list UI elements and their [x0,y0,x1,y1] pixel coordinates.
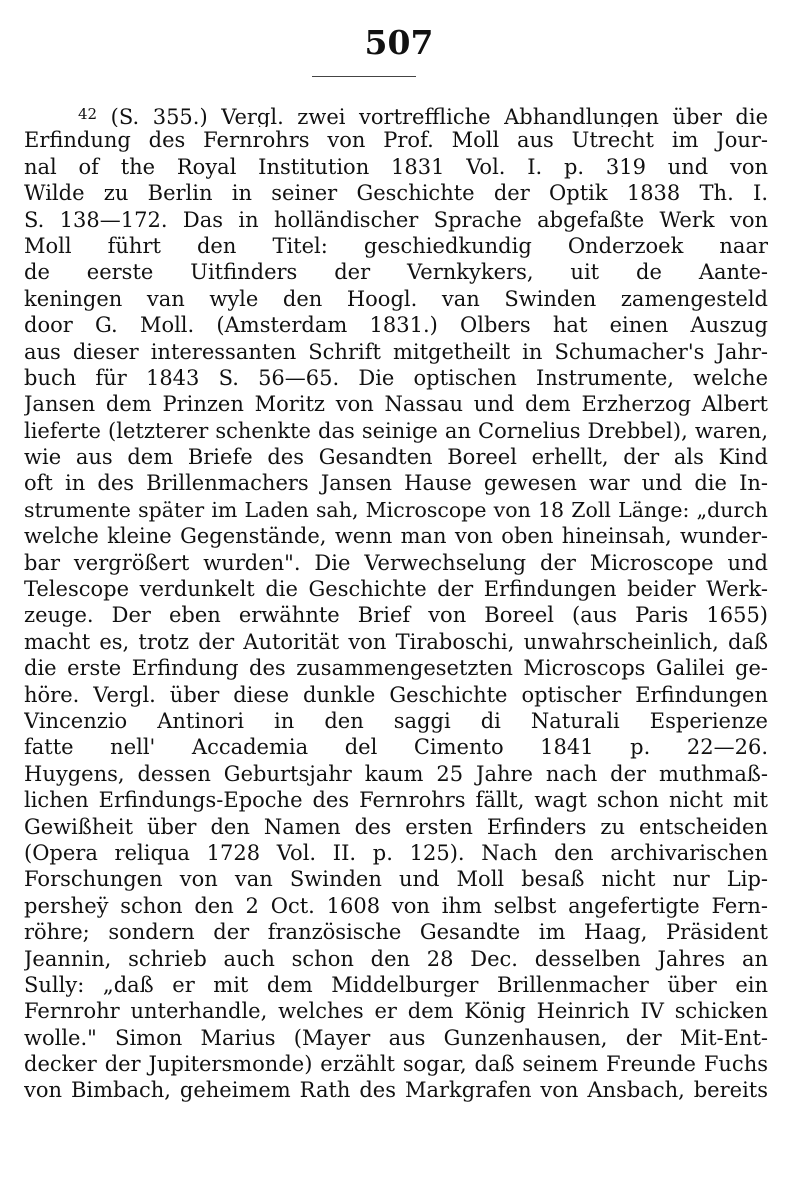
text-line: welche kleine Gegenstände, wenn man von oben hineinsah, wunder- [24,524,768,549]
text-line: door G. Moll. (Amsterdam 1831.) Olbers hat einen Auszug [24,313,768,338]
text-line: Erfindung des Fernrohrs von Prof. Moll aus Utrecht im Jour- [24,128,768,153]
text-line: keningen van wyle den Hoogl. van Swinden zamengesteld [24,286,768,311]
text-line: lichen Erfindungs-Epoche des Fernrohrs fällt, wagt schon nicht mit [24,788,768,813]
text-line: Huygens, dessen Geburtsjahr kaum 25 Jahre nach der muthmaß- [24,761,768,786]
text-line: de eerste Uitfinders der Vernkykers, uit de Aante- [24,260,768,285]
text-line: Wilde zu Berlin in seiner Geschichte der Optik 1838 Th. I. [24,181,768,206]
text-line: wie aus dem Briefe des Gesandten Boreel erhellt, der als Kind [24,445,768,470]
text-line: nal of the Royal Institution 1831 Vol. I. p. 319 und von [24,154,768,179]
text-line: oft in des Brillenmachers Jansen Hause gewesen war und die In- [24,471,768,496]
text-line: S. 138—172. Das in holländischer Sprache abgefaßte Werk von [24,207,768,232]
footnote-number: 42 [78,105,98,123]
text-line: strumente später im Laden sah, Microscope von 18 Zoll Länge: „durch [24,497,768,522]
text-line: zeuge. Der eben erwähnte Brief von Boreel (aus Paris 1655) [24,603,768,628]
text-line: decker der Jupitersmonde) erzählt sogar, daß seinem Freunde Fuchs [24,1052,768,1077]
text-line: die erste Erfindung des zusammengesetzten Microscops Galilei ge- [24,656,768,681]
text-line: buch für 1843 S. 56—65. Die optischen Instrumente, welche [24,365,768,390]
text-line: Gewißheit über den Namen des ersten Erfinders zu entscheiden [24,814,768,839]
text-line: Vincenzio Antinori in den saggi di Naturali Esperienze [24,708,768,733]
text-line: persheÿ schon den 2 Oct. 1608 von ihm selbst angefertigte Fern- [24,893,768,918]
text-line: Jansen dem Prinzen Moritz von Nassau und dem Erzherzog Albert [24,392,768,417]
text-line: Fernrohr unterhandle, welches er dem König Heinrich IV schicken [24,999,768,1024]
text-line: höre. Vergl. über diese dunkle Geschichte optischer Erfindungen [24,682,768,707]
text-line: aus dieser interessanten Schrift mitgetheilt in Schumacher's Jahr- [24,339,768,364]
header-rule [312,76,416,77]
text-line: Jeannin, schrieb auch schon den 28 Dec. desselben Jahres an [24,946,768,971]
text-line: Sully: „daß er mit dem Middelburger Brillenmacher über ein [24,972,768,997]
page-number: 507 [364,23,434,62]
text-line-content: (S. 355.) Vergl. zwei vortreffliche Abhandlungen über die [110,105,768,128]
text-line: Forschungen von van Swinden und Moll besaß nicht nur Lip- [24,867,768,892]
text-line: wolle." Simon Marius (Mayer aus Gunzenhausen, der Mit-Ent- [24,1025,768,1050]
text-line: Telescope verdunkelt die Geschichte der Erfindungen beider Werk- [24,577,768,602]
text-line: fatte nell' Accademia del Cimento 1841 p. 22—26. [24,735,768,760]
text-line: von Bimbach, geheimem Rath des Markgrafen von Ansbach, bereits [24,1078,768,1103]
text-line: macht es, trotz der Autorität von Tiraboschi, unwahrscheinlich, daß [24,629,768,654]
text-line: röhre; sondern der französische Gesandte im Haag, Präsident [24,920,768,945]
text-line: (Opera reliqua 1728 Vol. II. p. 125). Nach den archivarischen [24,840,768,865]
footnote-42 [24,101,768,1104]
text-line: lieferte (letzterer schenkte das seinige an Cornelius Drebbel), waren, [24,418,768,443]
text-line: Moll führt den Titel: geschiedkundig Onderzoek naar [24,233,768,258]
text-line: bar vergrößert wurden". Die Verwechselung der Microscope und [24,550,768,575]
text-line [24,101,768,127]
